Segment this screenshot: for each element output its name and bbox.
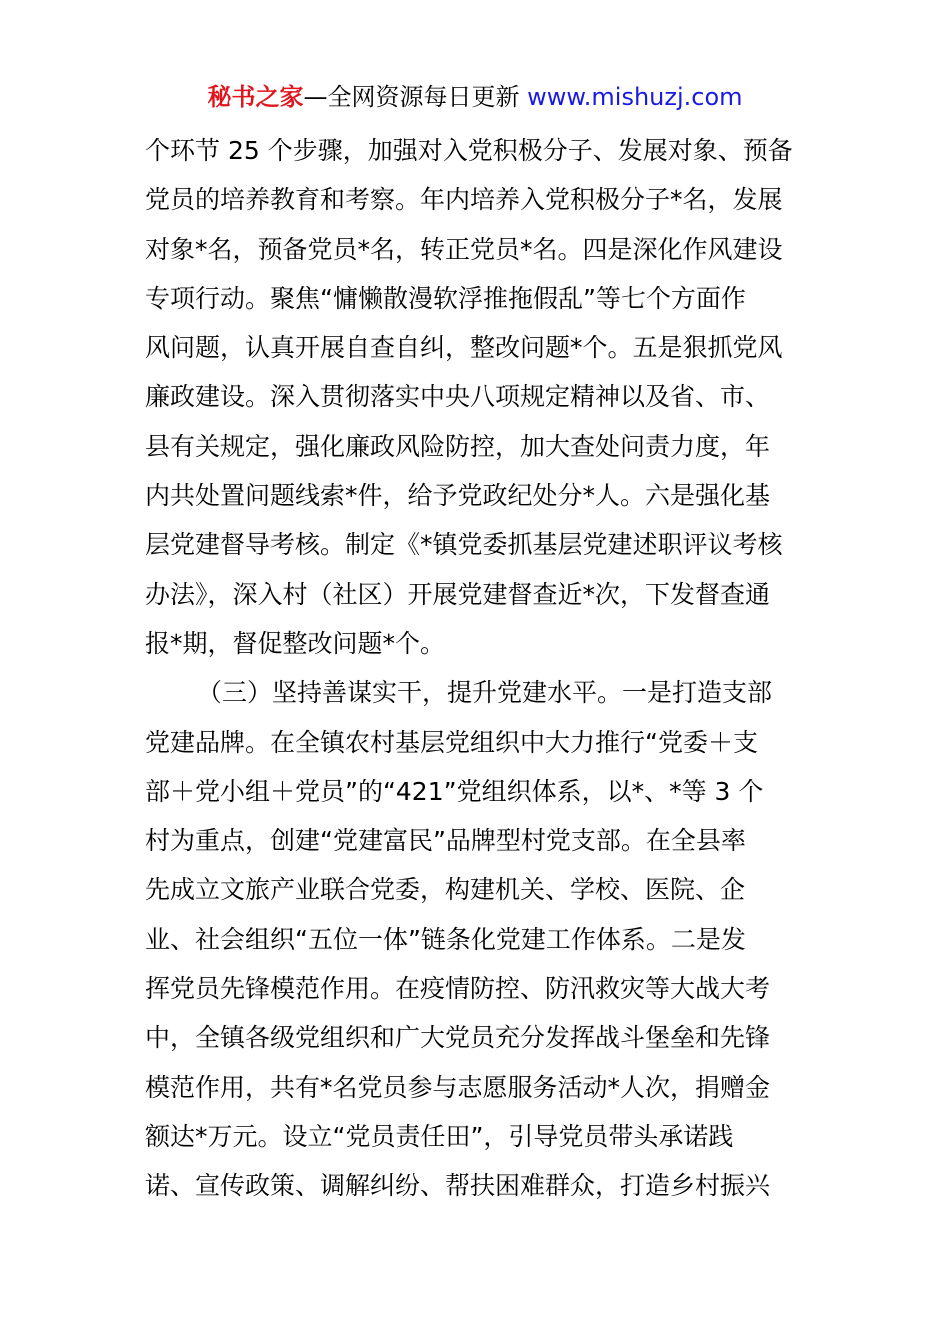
- text-line: 县有关规定，强化廉政风险防控，加大查处问责力度，年: [145, 431, 771, 461]
- text-line: 风问题，认真开展自查自纠，整改问题*个。五是狠抓党风: [145, 333, 783, 363]
- site-brand: 秘书之家: [207, 83, 304, 111]
- text-line: 报*期，督促整改问题*个。: [145, 628, 446, 658]
- text-line: 内共处置问题线索*件，给予党政纪处分*人。六是强化基: [145, 481, 771, 511]
- text-line: 额达*万元。设立“党员责任田”，引导党员带头承诺践: [145, 1121, 734, 1151]
- text-line: 层党建督导考核。制定《*镇党委抓基层党建述职评议考核: [145, 530, 783, 560]
- text-line: 先成立文旅产业联合党委，构建机关、学校、医院、企: [145, 875, 746, 905]
- text-line: 村为重点，创建“党建富民”品牌型村党支部。在全县率: [145, 826, 746, 856]
- text-line: 诺、宣传政策、调解纠纷、帮扶困难群众，打造乡村振兴: [145, 1171, 771, 1201]
- site-header: [0, 80, 950, 114]
- text-line: 挥党员先锋模范作用。在疫情防控、防汛救灾等大战大考: [145, 974, 771, 1004]
- site-tagline: —全网资源每日更新: [303, 83, 528, 111]
- text-line: 专项行动。聚焦“慵懒散漫软浮推拖假乱”等七个方面作: [145, 283, 746, 313]
- text-line: 廉政建设。深入贯彻落实中央八项规定精神以及省、市、: [145, 382, 771, 412]
- site-url-link[interactable]: www.mishuzj.com: [527, 83, 743, 111]
- text-line: 个环节 25 个步骤，加强对入党积极分子、发展对象、预备: [145, 136, 793, 165]
- document-body: [145, 126, 810, 1211]
- text-line: 办法》，深入村（社区）开展党建督查近*次，下发督查通: [145, 579, 771, 609]
- text-line: 中，全镇各级党组织和广大党员充分发挥战斗堡垒和先锋: [145, 1023, 771, 1053]
- text-line: 党员的培养教育和考察。年内培养入党积极分子*名，发展: [145, 185, 783, 215]
- text-line: 业、社会组织“五位一体”链条化党建工作体系。二是发: [145, 924, 746, 954]
- text-line: 模范作用，共有*名党员参与志愿服务活动*人次，捐赠金: [145, 1072, 771, 1102]
- text-line: 党建品牌。在全镇农村基层党组织中大力推行“党委＋支: [145, 727, 758, 757]
- section-heading-line: （三）坚持善谋实干，提升党建水平。一是打造支部: [197, 678, 773, 708]
- text-line: 对象*名，预备党员*名，转正党员*名。四是深化作风建设: [145, 234, 783, 264]
- text-line: 部＋党小组＋党员”的“421”党组织体系，以*、*等 3 个: [145, 776, 764, 806]
